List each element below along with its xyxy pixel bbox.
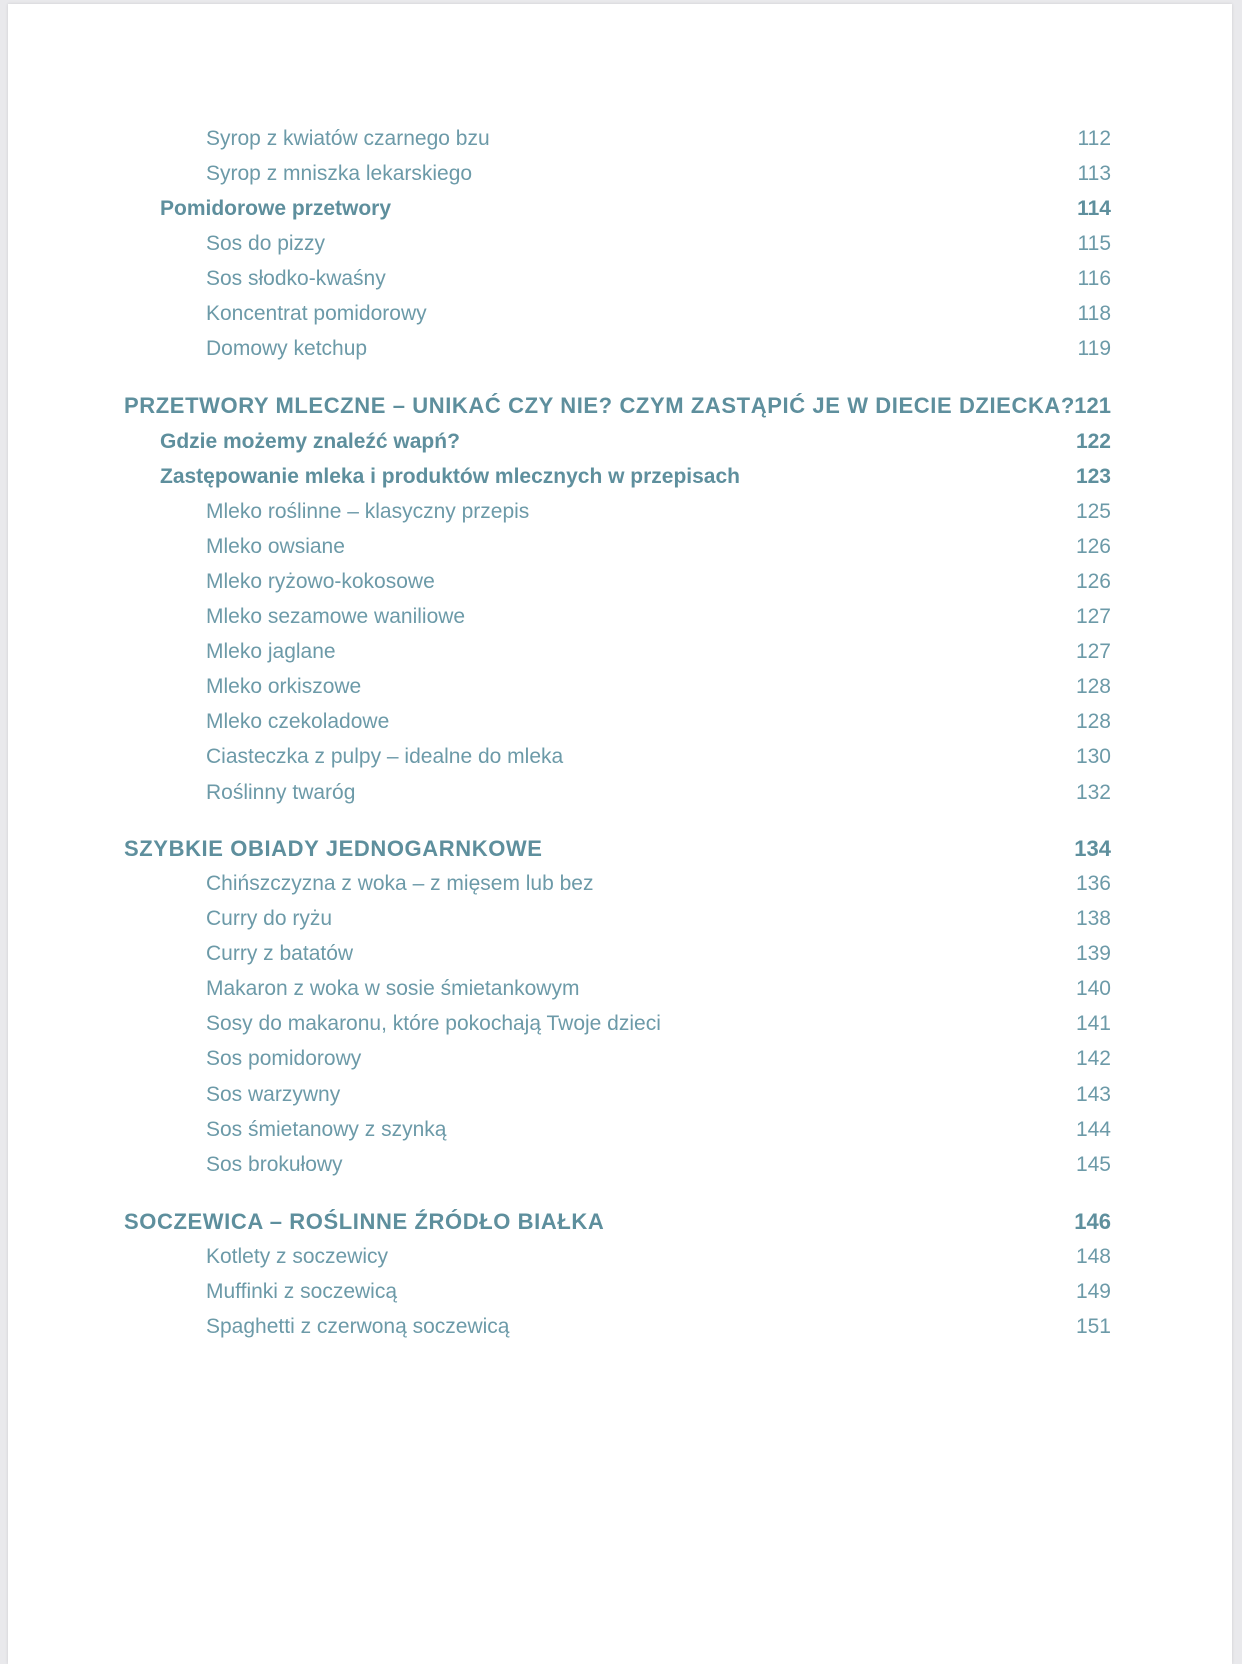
toc-entry — [8, 936, 1232, 972]
toc-subsection-title: Zastępowanie mleka i produktów mlecznych w przepisach — [160, 465, 740, 488]
toc-entry-title: Mleko roślinne – klasyczny przepis — [206, 500, 530, 523]
toc-entry — [8, 739, 1232, 775]
toc-entry-page: 119 — [1077, 337, 1111, 360]
toc-entry-title: Syrop z mniszka lekarskiego — [206, 162, 473, 185]
toc-entry-title: Roślinny twaróg — [206, 781, 356, 804]
toc-chapter-page: 121 — [1074, 393, 1111, 418]
toc-entry — [8, 704, 1232, 740]
toc-entry — [8, 971, 1232, 1007]
toc-entry-page: 141 — [1075, 1012, 1111, 1035]
toc-entry — [8, 261, 1232, 297]
toc-entry-page: 118 — [1077, 302, 1111, 325]
toc-subsection-page: 114 — [1077, 197, 1111, 220]
toc-subsection — [8, 424, 1232, 460]
toc-entry — [8, 296, 1232, 332]
toc-entry-title: Mleko ryżowo-kokosowe — [206, 570, 435, 593]
toc-entry — [8, 121, 1232, 157]
toc-entry-page: 126 — [1075, 570, 1111, 593]
toc-entry-title: Chińszczyzna z woka – z mięsem lub bez — [206, 872, 594, 895]
toc-entry-title: Mleko czekoladowe — [206, 710, 390, 733]
toc-chapter — [8, 1204, 1232, 1240]
toc-entry-page: 139 — [1075, 942, 1111, 965]
toc-entry-page: 127 — [1075, 640, 1111, 663]
table-of-contents — [8, 4, 1232, 1664]
toc-entry — [8, 1309, 1232, 1345]
toc-entry — [8, 669, 1232, 705]
toc-entry-title: Sosy do makaronu, które pokochają Twoje dzieci — [206, 1012, 661, 1035]
toc-entry-title: Curry do ryżu — [206, 907, 333, 930]
document-page — [8, 4, 1232, 1664]
toc-entry — [8, 1041, 1232, 1077]
toc-entry — [8, 1112, 1232, 1148]
toc-entry-page: 130 — [1075, 745, 1111, 768]
toc-entry-title: Sos pomidorowy — [206, 1047, 362, 1070]
toc-entry — [8, 634, 1232, 670]
toc-entry-page: 127 — [1075, 605, 1111, 628]
toc-entry-page: 142 — [1075, 1047, 1111, 1070]
toc-chapter-title: SZYBKIE OBIADY JEDNOGARNKOWE — [124, 836, 543, 861]
toc-entry — [8, 599, 1232, 635]
toc-entry-page: 128 — [1075, 675, 1111, 698]
toc-entry-page: 125 — [1075, 500, 1111, 523]
toc-entry-page: 115 — [1077, 232, 1111, 255]
toc-entry — [8, 1006, 1232, 1042]
toc-entry-page: 112 — [1077, 127, 1111, 150]
toc-entry-title: Sos warzywny — [206, 1083, 341, 1106]
toc-entry-page: 113 — [1077, 162, 1111, 185]
toc-entry-title: Koncentrat pomidorowy — [206, 302, 427, 325]
toc-entry-page: 149 — [1075, 1280, 1111, 1303]
toc-entry-page: 116 — [1077, 267, 1111, 290]
toc-entry — [8, 494, 1232, 530]
toc-entry-page: 128 — [1075, 710, 1111, 733]
toc-entry — [8, 156, 1232, 192]
toc-entry-title: Curry z batatów — [206, 942, 354, 965]
toc-chapter — [8, 388, 1232, 424]
toc-entry-title: Kotlety z soczewicy — [206, 1245, 389, 1268]
toc-entry-page: 151 — [1075, 1315, 1111, 1338]
toc-chapter — [8, 831, 1232, 867]
toc-entry-title: Sos śmietanowy z szynką — [206, 1118, 447, 1141]
toc-entry-title: Mleko jaglane — [206, 640, 336, 663]
toc-entry-page: 140 — [1075, 977, 1111, 1000]
toc-entry-title: Muffinki z soczewicą — [206, 1280, 398, 1303]
toc-subsection-page: 122 — [1075, 430, 1111, 453]
toc-entry-page: 148 — [1075, 1245, 1111, 1268]
toc-chapter-title: SOCZEWICA – ROŚLINNE ŹRÓDŁO BIAŁKA — [124, 1209, 605, 1234]
toc-entry-page: 138 — [1075, 907, 1111, 930]
toc-entry-page: 126 — [1075, 535, 1111, 558]
toc-chapter-title: PRZETWORY MLECZNE – UNIKAĆ CZY NIE? CZYM ZASTĄPIĆ JE W DIECIE DZIECKA? — [124, 393, 1075, 418]
toc-entry — [8, 1274, 1232, 1310]
toc-entry-title: Spaghetti z czerwoną soczewicą — [206, 1315, 510, 1338]
toc-entry-title: Mleko sezamowe waniliowe — [206, 605, 466, 628]
toc-subsection-page: 123 — [1075, 465, 1111, 488]
toc-entry-page: 143 — [1075, 1083, 1111, 1106]
toc-entry — [8, 1239, 1232, 1275]
toc-entry-title: Mleko orkiszowe — [206, 675, 362, 698]
toc-subsection — [8, 459, 1232, 495]
toc-entry — [8, 901, 1232, 937]
toc-entry-title: Sos słodko-kwaśny — [206, 267, 386, 290]
toc-entry — [8, 1147, 1232, 1183]
toc-entry-title: Sos brokułowy — [206, 1153, 343, 1176]
toc-entry-page: 136 — [1075, 872, 1111, 895]
toc-subsection — [8, 191, 1232, 227]
toc-entry — [8, 564, 1232, 600]
toc-entry-title: Sos do pizzy — [206, 232, 326, 255]
toc-entry-title: Mleko owsiane — [206, 535, 345, 558]
toc-chapter-page: 146 — [1074, 1209, 1111, 1234]
toc-subsection-title: Gdzie możemy znaleźć wapń? — [160, 430, 460, 453]
toc-entry — [8, 226, 1232, 262]
toc-entry-title: Ciasteczka z pulpy – idealne do mleka — [206, 745, 564, 768]
toc-chapter-page: 134 — [1074, 836, 1111, 861]
toc-entry-title: Makaron z woka w sosie śmietankowym — [206, 977, 580, 1000]
toc-entry-page: 144 — [1075, 1118, 1111, 1141]
toc-entry — [8, 331, 1232, 367]
toc-entry-title: Syrop z kwiatów czarnego bzu — [206, 127, 490, 150]
toc-subsection-title: Pomidorowe przetwory — [160, 197, 392, 220]
toc-entry-page: 132 — [1075, 781, 1111, 804]
toc-entry-page: 145 — [1075, 1153, 1111, 1176]
toc-entry-title: Domowy ketchup — [206, 337, 368, 360]
toc-entry — [8, 1077, 1232, 1113]
toc-entry — [8, 529, 1232, 565]
toc-entry — [8, 775, 1232, 811]
toc-entry — [8, 866, 1232, 902]
